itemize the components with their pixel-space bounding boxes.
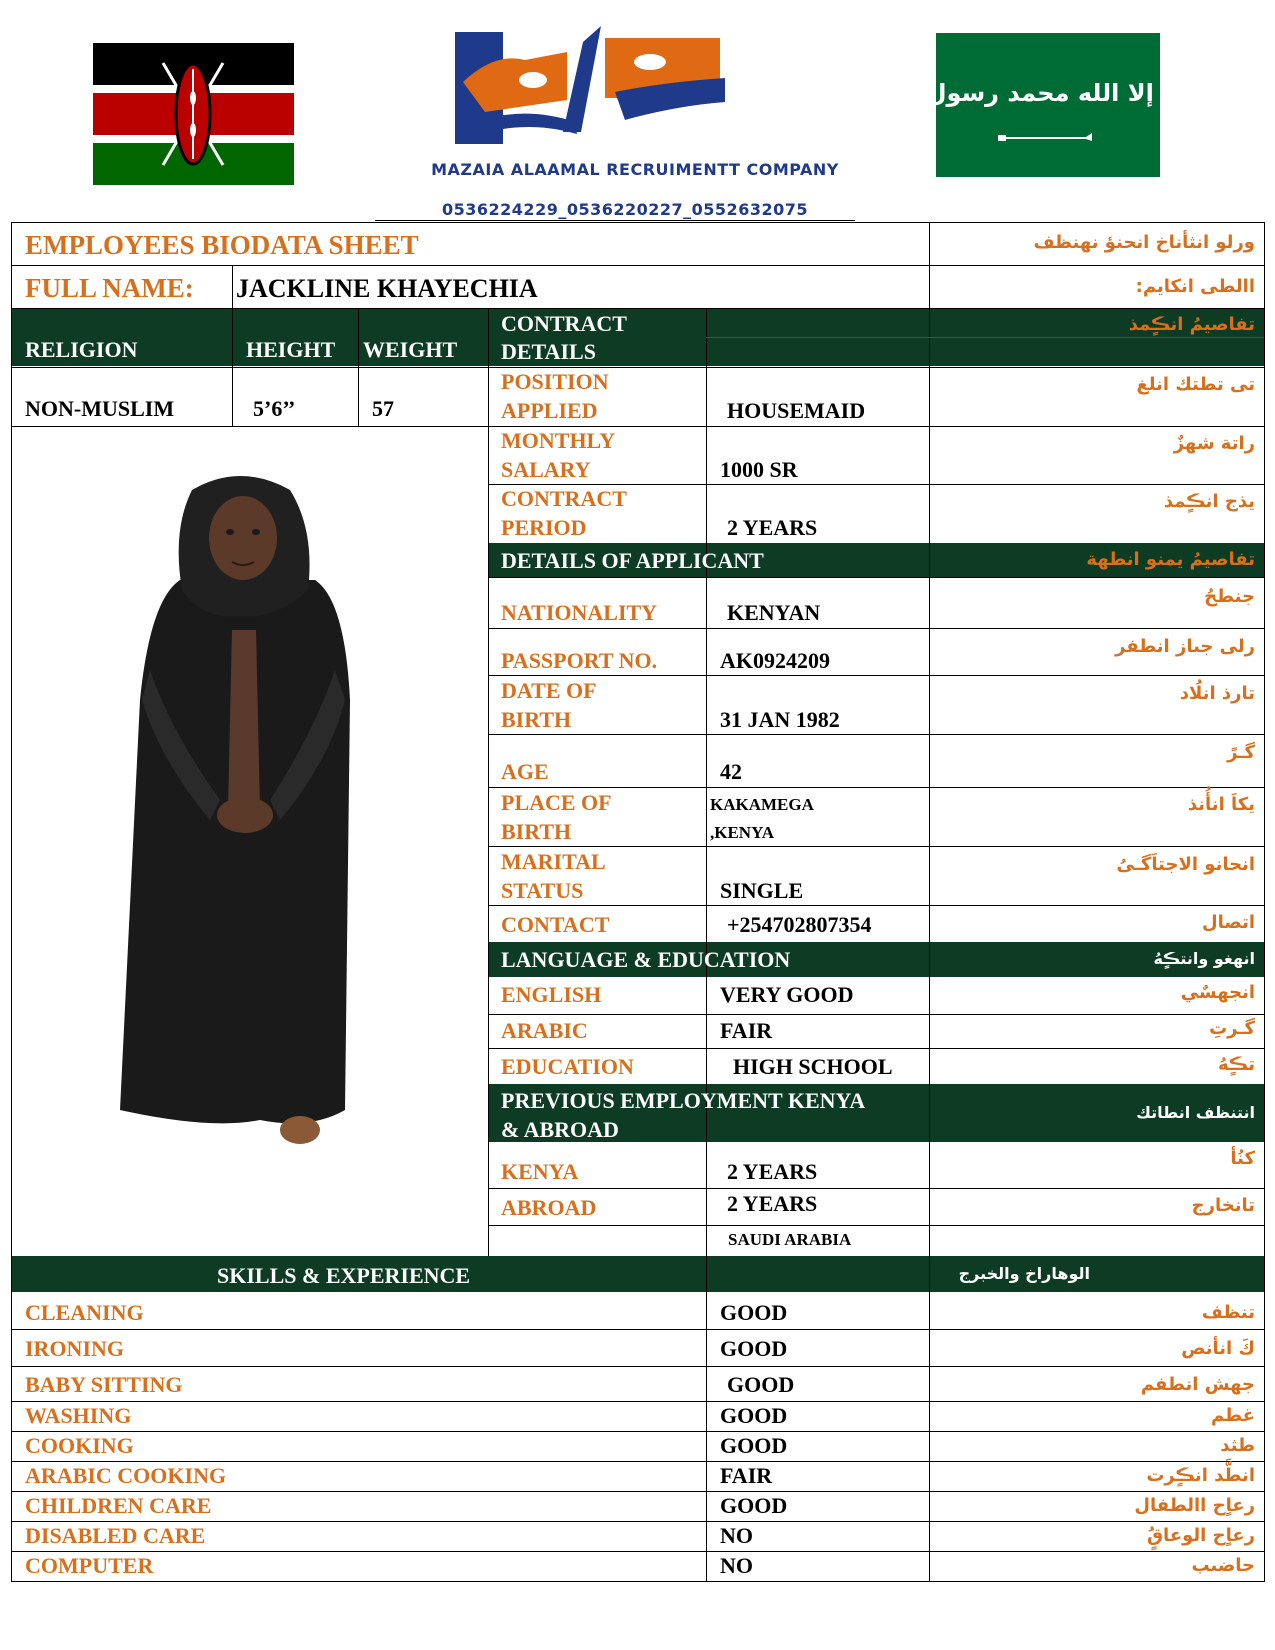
nationality-value: KENYAN — [727, 600, 821, 625]
marital-label-1: MARITAL — [501, 849, 606, 874]
period-label-1: CONTRACT — [501, 486, 627, 511]
education-ar: تڪٍهُ — [1218, 1054, 1255, 1075]
full-name-ar: االطى انكايم: — [1135, 276, 1255, 297]
kenya-ar: كنُأ — [1230, 1148, 1255, 1169]
language-heading-ar: انهغو وانتڪٍهُ — [1153, 949, 1255, 968]
previous-heading-2: & ABROAD — [501, 1117, 619, 1142]
dob-label-2: BIRTH — [501, 707, 572, 732]
arabic-label: ARABIC — [501, 1018, 588, 1043]
pob-value-1: KAKAMEGA — [710, 795, 814, 814]
applicant-heading: DETAILS OF APPLICANT — [501, 548, 764, 573]
kenya-value: 2 YEARS — [727, 1159, 818, 1184]
kenya-flag — [93, 43, 294, 185]
period-ar: يذج انڪٍمذ — [1163, 491, 1255, 512]
position-value: HOUSEMAID — [727, 398, 866, 423]
skill-ar: طثد — [1220, 1435, 1255, 1456]
previous-heading-ar: انتنظف انطاتك — [1136, 1103, 1255, 1122]
skill-ar: غطم — [1211, 1405, 1255, 1426]
company-phones: 0536224229_0536220227_0552632075 — [442, 200, 808, 219]
passport-ar: رلى جىاز انطفر — [1115, 636, 1255, 657]
skill-ar: انطَّد انڪٍرت — [1146, 1465, 1255, 1486]
skill-value: GOOD — [720, 1336, 788, 1361]
english-value: VERY GOOD — [720, 982, 854, 1007]
contact-label: CONTACT — [501, 912, 610, 937]
company-name: MAZAIA ALAAMAL RECRUIMENTT COMPANY — [431, 160, 839, 179]
abroad-ar: تانخارج — [1191, 1195, 1255, 1216]
skill-value: GOOD — [727, 1372, 795, 1397]
period-value: 2 YEARS — [727, 515, 818, 540]
skill-label: DISABLED CARE — [25, 1523, 206, 1548]
skill-value: GOOD — [720, 1300, 788, 1325]
nationality-ar: جنطحُ — [1204, 586, 1255, 607]
position-ar: تى تطتك انلغ — [1136, 374, 1255, 395]
contact-ar: اتصال — [1201, 912, 1255, 933]
skill-ar: كَ انأنص — [1181, 1338, 1255, 1359]
position-label-2: APPLIED — [501, 398, 598, 423]
skill-label: CHILDREN CARE — [25, 1493, 212, 1518]
period-label-2: PERIOD — [501, 515, 587, 540]
skill-value: NO — [720, 1553, 753, 1578]
saudi-flag — [875, 33, 1221, 177]
skill-label: CLEANING — [25, 1300, 144, 1325]
abroad-country: SAUDI ARABIA — [728, 1230, 852, 1249]
skill-label: COMPUTER — [25, 1553, 154, 1578]
religion-label: RELIGION — [25, 337, 138, 362]
passport-label: PASSPORT NO. — [501, 648, 658, 673]
skills-heading-ar: الوهاراخ والخبرج — [958, 1264, 1090, 1283]
height-value: 5’6’’ — [253, 396, 296, 421]
abroad-value: 2 YEARS — [727, 1191, 818, 1216]
full-name-value: JACKLINE KHAYECHIA — [236, 274, 538, 303]
contract-heading-1: CONTRACT — [501, 311, 627, 336]
applicant-photo — [110, 470, 370, 1190]
full-name-label: FULL NAME: — [25, 273, 194, 303]
skill-ar: جهش انطفم — [1140, 1374, 1255, 1395]
dob-label-1: DATE OF — [501, 678, 597, 703]
abroad-label: ABROAD — [501, 1195, 597, 1220]
passport-value: AK0924209 — [720, 648, 830, 673]
pob-ar: يكاَ انأُنذ — [1187, 794, 1255, 815]
skill-value: NO — [720, 1523, 753, 1548]
skill-ar: تنظف — [1201, 1302, 1255, 1323]
skill-ar: رعاٍح الوعاقٍَُ — [1146, 1525, 1255, 1546]
language-heading: LANGUAGE & EDUCATION — [501, 947, 791, 972]
marital-value: SINGLE — [720, 878, 804, 903]
phones-underline — [375, 220, 855, 221]
sheet-title-ar: ورلو انثأناخ انحنؤ نهنظف — [1033, 232, 1255, 253]
salary-label-1: MONTHLY — [501, 428, 616, 453]
sheet-title: EMPLOYEES BIODATA SHEET — [25, 230, 419, 260]
nationality-label: NATIONALITY — [501, 600, 658, 625]
age-ar: گـرً — [1227, 742, 1255, 763]
skill-label: WASHING — [25, 1403, 132, 1428]
skill-value: GOOD — [720, 1433, 788, 1458]
skill-ar: حاضىب — [1191, 1555, 1255, 1576]
skill-label: IRONING — [25, 1336, 125, 1361]
contact-value: +254702807354 — [727, 912, 872, 937]
pob-label-1: PLACE OF — [501, 790, 612, 815]
religion-value: NON-MUSLIM — [25, 396, 175, 421]
dob-value: 31 JAN 1982 — [720, 707, 840, 732]
skill-label: BABY SITTING — [25, 1372, 183, 1397]
kenya-label: KENYA — [501, 1159, 579, 1184]
english-label: ENGLISH — [501, 982, 602, 1007]
salary-ar: راتة شهزٌ — [1173, 433, 1255, 454]
skill-value: GOOD — [720, 1403, 788, 1428]
height-label: HEIGHT — [246, 337, 336, 362]
weight-value: 57 — [372, 396, 394, 421]
weight-label: WEIGHT — [363, 337, 458, 362]
arabic-value: FAIR — [720, 1018, 773, 1043]
dob-ar: تارذ انلَُاد — [1179, 683, 1255, 704]
skill-value: GOOD — [720, 1493, 788, 1518]
saudi-flag-text: لا إله إلا الله محمد رسول الله — [875, 79, 1221, 107]
salary-label-2: SALARY — [501, 457, 591, 482]
arabic-ar: گـرتِ — [1209, 1018, 1255, 1039]
salary-value: 1000 SR — [720, 457, 798, 482]
education-value: HIGH SCHOOL — [733, 1054, 893, 1079]
skill-value: FAIR — [720, 1463, 773, 1488]
pob-label-2: BIRTH — [501, 819, 572, 844]
skill-label: COOKING — [25, 1433, 134, 1458]
previous-heading-1: PREVIOUS EMPLOYMENT KENYA — [501, 1088, 866, 1113]
age-label: AGE — [501, 759, 549, 784]
position-label-1: POSITION — [501, 369, 609, 394]
education-label: EDUCATION — [501, 1054, 634, 1079]
skills-heading: SKILLS & EXPERIENCE — [217, 1263, 471, 1288]
skill-label: ARABIC COOKING — [25, 1463, 227, 1488]
marital-ar: انحانو الاجتاَگـىُ — [1116, 854, 1255, 875]
contract-heading-2: DETAILS — [501, 339, 596, 364]
contract-heading-ar: تفاصيمُ انڪٍمذ — [1128, 314, 1255, 335]
applicant-heading-ar: تفاصيمُ يمنو انطهة — [1086, 549, 1255, 570]
age-value: 42 — [720, 759, 742, 784]
english-ar: انجهسٌي — [1180, 982, 1255, 1003]
pob-value-2: ,KENYA — [710, 823, 775, 842]
skill-ar: رعاٍح االطفال — [1134, 1495, 1255, 1516]
company-logo — [455, 22, 755, 154]
marital-label-2: STATUS — [501, 878, 584, 903]
